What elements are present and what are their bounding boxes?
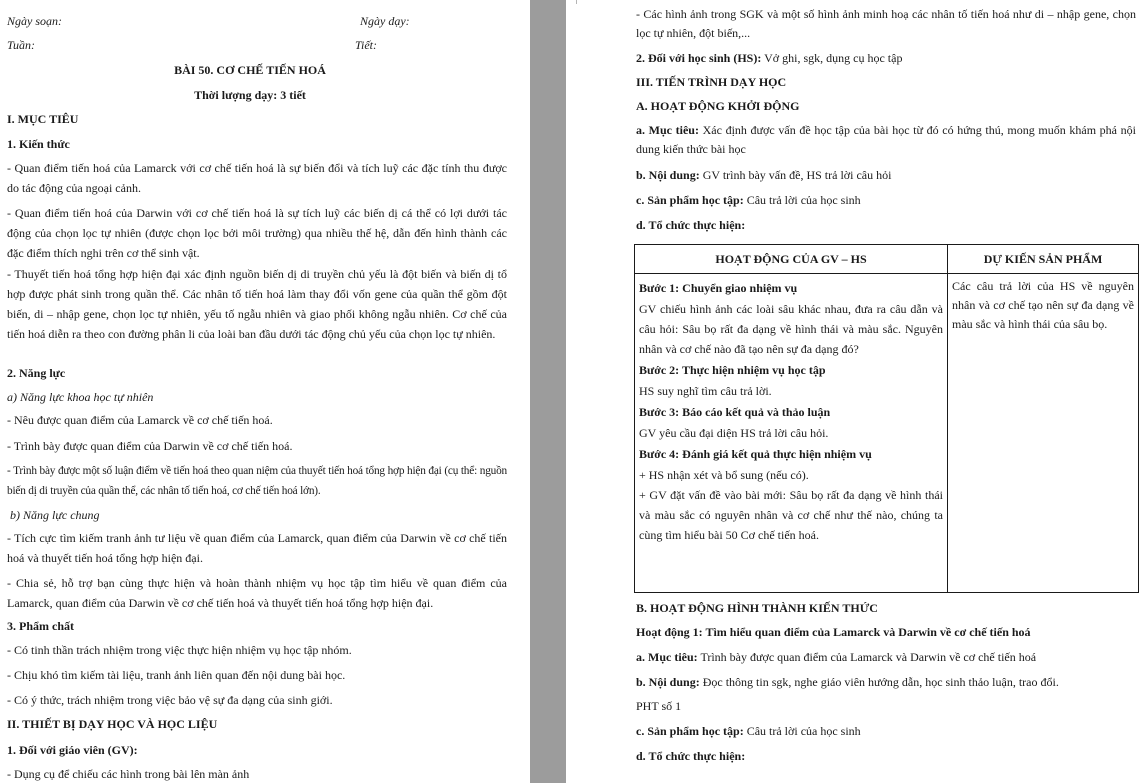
paragraph-quality-1: - Có tinh thần trách nhiệm trong việc thực hiện nhiệm vụ học tập nhóm. xyxy=(7,643,352,657)
step-1-title: Bước 1: Chuyển giao nhiệm vụ xyxy=(639,281,798,295)
paragraph-darwin: - Quan điểm tiến hoá của Darwin với cơ chế tiến hoá là sự tích luỹ các biến dị cá thể có lợi dưới tác động của chọn lọc tự nhiên (được chọn lọc bởi môi trường) qua nhiều thế hệ, dẫn đến hình thành các đặc điểm thích nghi trên cơ thể sinh vật. xyxy=(7,206,507,260)
activity-1-objective-label: a. Mục tiêu: xyxy=(636,650,698,664)
section-objectives: I. MỤC TIÊU xyxy=(7,112,79,126)
paragraph-teacher-tools: - Dụng cụ để chiếu các hình trong bài lên màn ảnh xyxy=(7,767,250,781)
document-page-left xyxy=(0,0,530,783)
paragraph-lamarck: - Quan điểm tiến hoá của Lamarck với cơ chế tiến hoá là sự biến đổi và tích luỹ các đặc tính thu được do tác động của ngoại cảnh. xyxy=(7,161,507,195)
section-equipment: II. THIẾT BỊ DẠY HỌC VÀ HỌC LIỆU xyxy=(7,717,218,731)
activity-table xyxy=(634,244,1139,593)
step-1-text: GV chiếu hình ảnh các loài sâu khác nhau, đưa ra câu dẫn và câu hỏi: Sâu bọ rất đa dạng về hình thái và màu sắc. Nguyên nhân và cơ chế nào đã tạo nên sự đa dạng đó? xyxy=(639,302,943,356)
document-page-right xyxy=(566,0,1140,783)
step-4-text-1: + HS nhận xét và bổ sung (nếu có). xyxy=(639,468,809,482)
warmup-objective-text: Xác định được vấn đề học tập của bài học từ đó có hứng thú, mong muốn khám phá nội dung kiến thức bài học xyxy=(636,123,1136,156)
paragraph-images: - Các hình ảnh trong SGK và một số hình ảnh minh hoạ các nhân tố tiến hoá như di – nhập gene, chọn lọc tự nhiên, đột biến,... xyxy=(636,7,1136,40)
warmup-content xyxy=(636,168,891,182)
step-2-title: Bước 2: Thực hiện nhiệm vụ học tập xyxy=(639,363,826,377)
activity-1-content-label: b. Nội dung: xyxy=(636,675,700,689)
table-header-row xyxy=(635,245,1139,274)
section-warmup: A. HOẠT ĐỘNG KHỞI ĐỘNG xyxy=(636,99,800,113)
student-materials xyxy=(636,51,902,65)
paragraph-quality-3: - Có ý thức, trách nhiệm trong việc bảo vệ sự đa dạng của sinh giới. xyxy=(7,693,333,707)
product-text: Các câu trả lời của HS về nguyên nhân và cơ chế tạo nên sự đa dạng về màu sắc và hình thái của sâu bọ. xyxy=(952,279,1134,331)
warmup-product xyxy=(636,193,861,207)
paragraph-general-1: - Tích cực tìm kiếm tranh ảnh tư liệu về quan điểm của Lamarck, quan điểm của Darwin về cơ chế tiến hoá và thuyết tiến hoá tổng hợp hiện đại. xyxy=(7,531,507,565)
date-prepared-label: Ngày soạn: xyxy=(7,14,62,28)
activity-1-product xyxy=(636,724,861,738)
student-materials-label: 2. Đối với học sinh (HS): xyxy=(636,51,762,65)
paragraph-competence-1: - Nêu được quan điểm của Lamarck về cơ chế tiến hoá. xyxy=(7,413,273,427)
step-4-title: Bước 4: Đánh giá kết quả thực hiện nhiệm vụ xyxy=(639,447,872,461)
paragraph-modern-synthesis: - Thuyết tiến hoá tổng hợp hiện đại xác định nguồn biến dị di truyền chủ yếu là đột biến và biến dị tổ hợp được phát sinh trong quần thể. Các nhân tố tiến hoá làm thay đổi vốn gene của quần thể gồm đột biến, di – nhập gene, chọn lọc tự nhiên, yếu tố ngẫu nhiên và giao phối không ngẫu nhiên. Cơ chế của tiến hoá diễn ra theo con đường phân li của loài ban đầu dưới tác động chủ yếu của chọn lọc tự nhiên. xyxy=(7,267,507,341)
section-process: III. TIẾN TRÌNH DẠY HỌC xyxy=(636,75,787,89)
table-header-activity: HOẠT ĐỘNG CỦA GV – HS xyxy=(635,245,948,274)
table-header-product: DỰ KIẾN SẢN PHẨM xyxy=(948,245,1139,274)
warmup-product-text: Câu trả lời của học sinh xyxy=(743,193,861,207)
worksheet-label: PHT số 1 xyxy=(636,699,682,713)
subsection-teacher: 1. Đối với giáo viên (GV): xyxy=(7,743,138,757)
table-cell-product xyxy=(948,274,1139,593)
lesson-duration: Thời lượng dạy: 3 tiết xyxy=(194,88,306,102)
warmup-organization: d. Tổ chức thực hiện: xyxy=(636,218,746,232)
student-materials-text: Vở ghi, sgk, dụng cụ học tập xyxy=(761,51,903,65)
warmup-objective-label: a. Mục tiêu: xyxy=(636,123,699,137)
lesson-title: BÀI 50. CƠ CHẾ TIẾN HOÁ xyxy=(174,63,326,77)
activity-1-content xyxy=(636,675,1059,689)
activity-1-content-text: Đọc thông tin sgk, nghe giáo viên hướng dẫn, học sinh thảo luận, trao đổi. xyxy=(699,675,1059,689)
activity-1-objective xyxy=(636,650,1036,664)
period-label: Tiết: xyxy=(355,38,378,52)
paragraph-general-2: - Chia sẻ, hỗ trợ bạn cùng thực hiện và hoàn thành nhiệm vụ học tập tìm hiểu về quan điểm của Lamarck, quan điểm của Darwin về cơ chế tiến hoá và thuyết tiến hoá tổng hợp hiện đại. xyxy=(7,576,507,610)
activity-1-title: Hoạt động 1: Tìm hiểu quan điểm của Lamarck và Darwin về cơ chế tiến hoá xyxy=(636,625,1031,639)
warmup-content-text: GV trình bày vấn đề, HS trả lời câu hỏi xyxy=(699,168,892,182)
paragraph-competence-3: - Trình bày được một số luận điểm về tiến hoá theo quan niệm của thuyết tiến hoá tổng hợp hiện đại (cụ thể: nguồn biến dị di truyền của quần thể, các nhân tố tiến hoá, cơ chế tiến hoá lớn). xyxy=(7,465,507,497)
activity-1-product-label: c. Sản phẩm học tập: xyxy=(636,724,744,738)
table-cell-activities xyxy=(635,274,948,593)
step-3-text: GV yêu cầu đại diện HS trả lời câu hỏi. xyxy=(639,426,829,440)
activity-1-organization: d. Tổ chức thực hiện: xyxy=(636,749,746,763)
week-label: Tuần: xyxy=(7,38,36,52)
step-3-title: Bước 3: Báo cáo kết quả và thảo luận xyxy=(639,405,831,419)
subsection-competence: 2. Năng lực xyxy=(7,366,66,380)
warmup-product-label: c. Sản phẩm học tập: xyxy=(636,193,744,207)
competence-b: b) Năng lực chung xyxy=(10,508,100,522)
competence-a: a) Năng lực khoa học tự nhiên xyxy=(7,390,154,404)
subsection-qualities: 3. Phẩm chất xyxy=(7,619,74,633)
subsection-knowledge: 1. Kiến thức xyxy=(7,137,70,151)
date-taught-label: Ngày dạy: xyxy=(360,14,410,28)
step-4-text-2: + GV đặt vấn đề vào bài mới: Sâu bọ rất đa dạng về hình thái và màu sắc có nguyên nhân và cơ chế như thế nào, chúng ta cùng tìm hiểu bài 50 Cơ chế tiến hoá. xyxy=(639,488,943,542)
section-knowledge-formation: B. HOẠT ĐỘNG HÌNH THÀNH KIẾN THỨC xyxy=(636,601,878,615)
activity-1-objective-text: Trình bày được quan điểm của Lamarck và Darwin về cơ chế tiến hoá xyxy=(697,650,1037,664)
paragraph-competence-2: - Trình bày được quan điểm của Darwin về cơ chế tiến hoá. xyxy=(7,439,293,453)
paragraph-quality-2: - Chịu khó tìm kiếm tài liệu, tranh ảnh liên quan đến nội dung bài học. xyxy=(7,668,346,682)
margin-marker xyxy=(576,0,585,4)
table-row xyxy=(635,274,1139,593)
warmup-content-label: b. Nội dung: xyxy=(636,168,700,182)
warmup-objective xyxy=(636,121,1136,159)
step-2-text: HS suy nghĩ tìm câu trả lời. xyxy=(639,384,772,398)
activity-1-product-text: Câu trả lời của học sinh xyxy=(743,724,861,738)
